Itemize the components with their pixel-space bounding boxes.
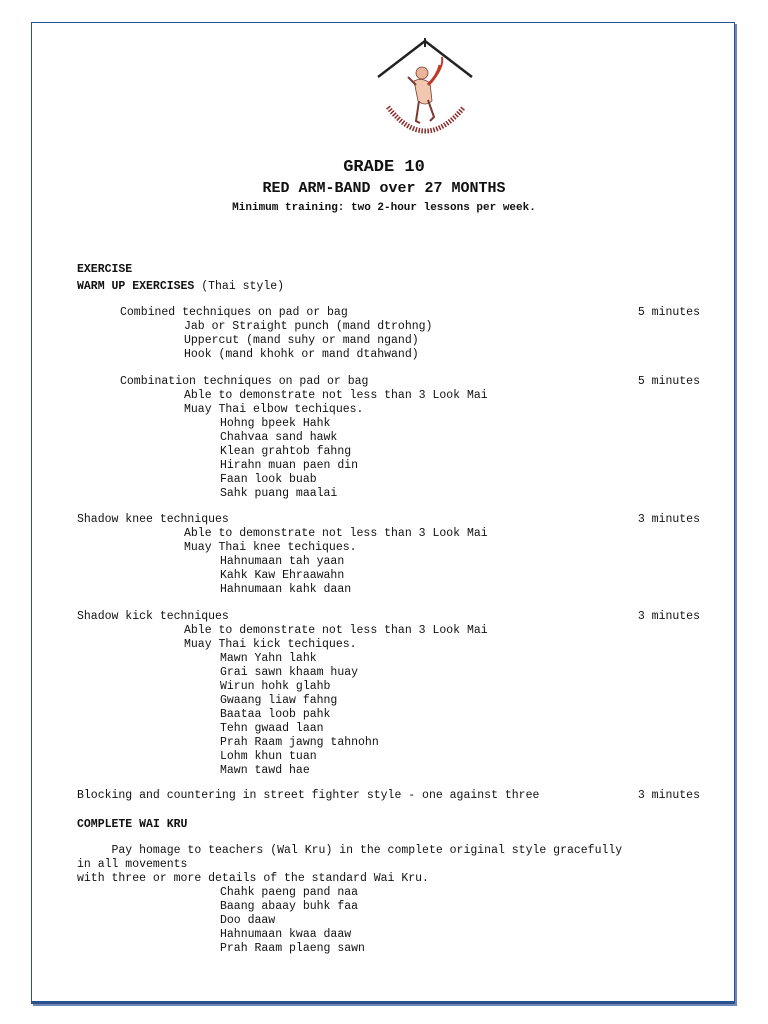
- blocking-time: 3 minutes: [637, 789, 700, 802]
- kick-able: Able to demonstrate not less than 3 Look Mai: [184, 624, 488, 637]
- knee-title: Shadow knee techniques: [77, 513, 229, 526]
- list-item: Sahk puang maalai: [220, 487, 338, 500]
- list-item: Faan look buab: [220, 473, 317, 486]
- combined-time: 5 minutes: [637, 306, 700, 319]
- list-item: Mawn Yahn lahk: [220, 652, 317, 665]
- combination-sub: Muay Thai elbow techiques.: [184, 403, 364, 416]
- arm-band-title: RED ARM-BAND over 27 MONTHS: [262, 180, 506, 197]
- list-item: Hook (mand khohk or mand dtahwand): [184, 348, 419, 361]
- list-item: Hahnumaan tah yaan: [220, 555, 345, 568]
- document-page: [31, 22, 735, 1004]
- list-item: Hahnumaan kahk daan: [220, 583, 352, 596]
- knee-able: Able to demonstrate not less than 3 Look Mai: [184, 527, 488, 540]
- list-item: Prah Raam jawng tahnohn: [220, 736, 379, 749]
- knee-sub: Muay Thai knee techiques.: [184, 541, 357, 554]
- warmup-style: (Thai style): [194, 280, 285, 293]
- list-item: Wirun hohk glahb: [220, 680, 331, 693]
- blocking-title: Blocking and countering in street fighter style - one against three: [77, 789, 540, 802]
- wai-kru-paragraph-3: with three or more details of the standard Wai Kru.: [77, 872, 429, 885]
- list-item: Uppercut (mand suhy or mand ngand): [184, 334, 419, 347]
- list-item: Hohng bpeek Hahk: [220, 417, 331, 430]
- exercise-heading: EXERCISE: [77, 263, 133, 276]
- wai-kru-heading: COMPLETE WAI KRU: [77, 818, 188, 831]
- combination-time: 5 minutes: [637, 375, 700, 388]
- kick-title: Shadow kick techniques: [77, 610, 229, 623]
- list-item: Chahk paeng pand naa: [220, 886, 359, 899]
- minimum-training: Minimum training: two 2-hour lessons per week.: [232, 202, 536, 214]
- list-item: Chahvaa sand hawk: [220, 431, 338, 444]
- list-item: Jab or Straight punch (mand dtrohng): [184, 320, 433, 333]
- knee-time: 3 minutes: [637, 513, 700, 526]
- warmup-heading: WARM UP EXERCISES: [77, 280, 195, 293]
- list-item: Tehn gwaad laan: [220, 722, 324, 735]
- list-item: Baang abaay buhk faa: [220, 900, 359, 913]
- list-item: Klean grahtob fahng: [220, 445, 352, 458]
- list-item: Lohm khun tuan: [220, 750, 317, 763]
- list-item: Doo daaw: [220, 914, 276, 927]
- list-item: Hirahn muan paen din: [220, 459, 359, 472]
- list-item: Hahnumaan kwaa daaw: [220, 928, 352, 941]
- combination-able: Able to demonstrate not less than 3 Look Mai: [184, 389, 488, 402]
- kick-sub: Muay Thai kick techiques.: [184, 638, 357, 651]
- list-item: Gwaang liaw fahng: [220, 694, 338, 707]
- wai-kru-paragraph-2: in all movements: [77, 858, 188, 871]
- muay-thai-association-logo-icon: [370, 37, 480, 159]
- combination-title: Combination techniques on pad or bag: [120, 375, 369, 388]
- kick-time: 3 minutes: [637, 610, 700, 623]
- list-item: Grai sawn khaam huay: [220, 666, 359, 679]
- list-item: Baataa loob pahk: [220, 708, 331, 721]
- list-item: Kahk Kaw Ehraawahn: [220, 569, 345, 582]
- warmup-heading-line: [77, 280, 284, 294]
- list-item: Prah Raam plaeng sawn: [220, 942, 365, 955]
- list-item: Mawn tawd hae: [220, 764, 310, 777]
- combined-title: Combined techniques on pad or bag: [120, 306, 348, 319]
- grade-title: GRADE 10: [343, 158, 425, 177]
- wai-kru-paragraph-1: Pay homage to teachers (Wal Kru) in the complete original style gracefully: [77, 844, 623, 857]
